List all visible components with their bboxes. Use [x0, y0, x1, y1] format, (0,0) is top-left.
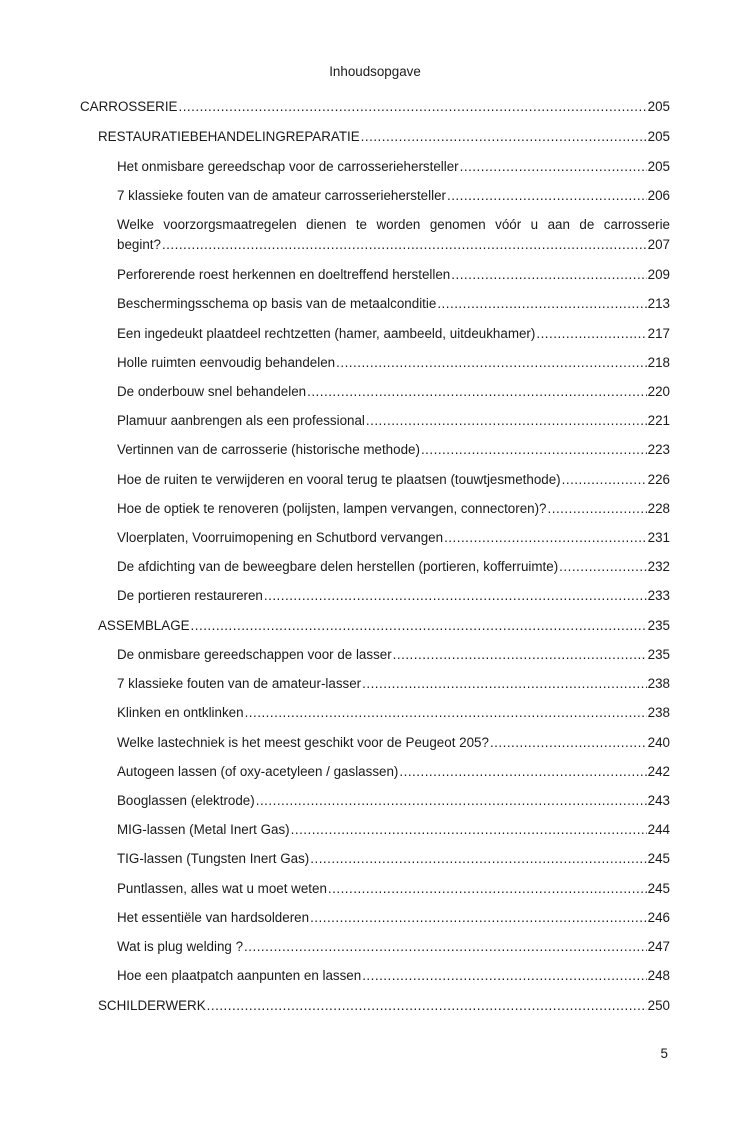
toc-entry-page: 235 [647, 647, 670, 662]
toc-entry-page: 206 [647, 188, 670, 203]
dot-leader [490, 734, 647, 752]
toc-entry-label: De portieren restaureren [117, 588, 263, 603]
toc-entry-label-continued: begint? [117, 237, 161, 252]
toc-entry[interactable] [117, 880, 670, 898]
toc-entry-label: Hoe de optiek te renoveren (polijsten, lampen vervangen, connectoren)? [117, 501, 547, 516]
toc-entry[interactable] [117, 529, 670, 547]
dot-leader [536, 325, 646, 343]
dot-leader [310, 909, 647, 927]
toc-entry[interactable] [117, 500, 670, 518]
toc-entry-page: 207 [647, 237, 670, 252]
toc-entry-page: 220 [647, 384, 670, 399]
toc-entry-label: 7 klassieke fouten van de amateur carrosseriehersteller [117, 188, 446, 203]
dot-leader [437, 295, 646, 313]
dot-leader [421, 441, 647, 459]
toc-entry-page: 247 [647, 939, 670, 954]
toc-entry-page: 240 [647, 735, 670, 750]
toc-entry-label: Beschermingsschema op basis van de metaalconditie [117, 296, 437, 311]
dot-leader [162, 236, 647, 254]
dot-leader [559, 558, 646, 576]
toc-entry[interactable] [117, 938, 670, 956]
toc-entry-page: 246 [647, 910, 670, 925]
toc-entry-label: Vloerplaten, Voorruimopening en Schutbord vervangen [117, 530, 444, 545]
dot-leader [245, 704, 647, 722]
toc-entry[interactable] [98, 997, 670, 1015]
toc-entry[interactable] [117, 354, 670, 372]
toc-entry-page: 250 [647, 998, 670, 1013]
toc-entry-page: 205 [647, 159, 670, 174]
toc-entry-label: Perforerende roest herkennen en doeltreffend herstellen [117, 267, 451, 282]
dot-leader [444, 529, 647, 547]
toc-entry-page: 232 [647, 559, 670, 574]
toc-entry-label: De onmisbare gereedschappen voor de lasser [117, 647, 392, 662]
toc-entry[interactable] [117, 558, 670, 576]
toc-entry[interactable] [117, 587, 670, 605]
toc-entry-page: 238 [647, 705, 670, 720]
dot-leader [328, 880, 647, 898]
dot-leader [362, 967, 646, 985]
toc-entry[interactable] [117, 295, 670, 313]
dot-leader [451, 266, 646, 284]
dot-leader [399, 763, 646, 781]
toc-entry-page: 221 [647, 413, 670, 428]
dot-leader [460, 158, 647, 176]
toc-entry-label: Het onmisbare gereedschap voor de carrosseriehersteller [117, 159, 459, 174]
toc-entry[interactable] [117, 325, 670, 343]
toc-entry-label: Klinken en ontklinken [117, 705, 244, 720]
toc-entry-label: De onderbouw snel behandelen [117, 384, 307, 399]
toc-entry-page: 223 [647, 442, 670, 457]
toc-entry-page: 244 [647, 822, 670, 837]
toc-entry-label: TIG-lassen (Tungsten Inert Gas) [117, 851, 310, 866]
dot-leader [393, 646, 647, 664]
dot-leader [310, 850, 646, 868]
toc-entry[interactable] [117, 763, 670, 781]
dot-leader [256, 792, 647, 810]
toc-entry[interactable] [117, 850, 670, 868]
toc-entry-page: 209 [647, 267, 670, 282]
dot-leader [366, 412, 647, 430]
toc-entry[interactable] [117, 216, 670, 254]
dot-leader [244, 938, 647, 956]
toc-entry-label: CARROSSERIE [80, 99, 178, 114]
toc-entry-label: Holle ruimten eenvoudig behandelen [117, 355, 336, 370]
toc-entry-label: RESTAURATIEBEHANDELINGREPARATIE [98, 129, 360, 144]
toc-entry-label: Wat is plug welding ? [117, 939, 244, 954]
toc-entry[interactable] [117, 821, 670, 839]
toc-entry[interactable] [117, 187, 670, 205]
toc-entry[interactable] [117, 675, 670, 693]
toc-entry[interactable] [117, 734, 670, 752]
page-number: 5 [660, 1046, 668, 1061]
dot-leader [291, 821, 647, 839]
dot-leader [264, 587, 647, 605]
toc-entry[interactable] [98, 128, 670, 146]
toc-entry-label: Een ingedeukt plaatdeel rechtzetten (hamer, aambeeld, uitdeukhamer) [117, 326, 536, 341]
dot-leader [548, 500, 647, 518]
toc-entry-page: 217 [647, 326, 670, 341]
toc-entry[interactable] [117, 792, 670, 810]
toc-entry-line2 [117, 236, 670, 254]
toc-entry[interactable] [117, 967, 670, 985]
toc-entry[interactable] [117, 441, 670, 459]
toc-entry-page: 242 [647, 764, 670, 779]
toc-entry-label: MIG-lassen (Metal Inert Gas) [117, 822, 290, 837]
toc-entry-label: Welke lastechniek is het meest geschikt voor de Peugeot 205? [117, 735, 489, 750]
toc-entry-label: De afdichting van de beweegbare delen herstellen (portieren, kofferruimte) [117, 559, 559, 574]
toc-entry-label: Het essentiële van hardsolderen [117, 910, 310, 925]
toc-entry-page: 245 [647, 851, 670, 866]
toc-entry-page: 233 [647, 588, 670, 603]
toc-entry-label: Booglassen (elektrode) [117, 793, 255, 808]
toc-entry[interactable] [117, 909, 670, 927]
toc-entry-label: 7 klassieke fouten van de amateur-lasser [117, 676, 362, 691]
toc-entry-page: 205 [647, 129, 670, 144]
toc-entry[interactable] [117, 158, 670, 176]
toc-entry-label: Hoe de ruiten te verwijderen en vooral terug te plaatsen (touwtjesmethode) [117, 472, 561, 487]
toc-entry[interactable] [117, 646, 670, 664]
toc-entry-label: Vertinnen van de carrosserie (historische methode) [117, 442, 420, 457]
dot-leader [178, 98, 646, 116]
toc-entry-page: 218 [647, 355, 670, 370]
toc-entry-page: 243 [647, 793, 670, 808]
toc-entry-label: Autogeen lassen (of oxy-acetyleen / gaslassen) [117, 764, 399, 779]
dot-leader [207, 997, 647, 1015]
dot-leader [362, 675, 647, 693]
toc-entry-label: Puntlassen, alles wat u moet weten [117, 881, 327, 896]
toc-entry-page: 205 [647, 99, 670, 114]
toc-entry-page: 235 [647, 618, 670, 633]
toc-entry-page: 213 [647, 296, 670, 311]
toc-entry-page: 248 [647, 968, 670, 983]
toc-entry[interactable] [98, 617, 670, 635]
page-title: Inhoudsopgave [329, 64, 421, 79]
dot-leader [191, 617, 647, 635]
dot-leader [562, 471, 647, 489]
toc-entry[interactable] [117, 383, 670, 401]
toc-entry-page: 228 [647, 501, 670, 516]
toc-entry[interactable] [117, 412, 670, 430]
toc-entry[interactable] [117, 704, 670, 722]
dot-leader [307, 383, 647, 401]
toc-entry-label: Hoe een plaatpatch aanpunten en lassen [117, 968, 362, 983]
toc-entry[interactable] [80, 98, 670, 116]
toc-entry[interactable] [117, 266, 670, 284]
toc-entry-page: 231 [647, 530, 670, 545]
toc-entry-label: SCHILDERWERK [98, 998, 206, 1013]
toc-entry-page: 238 [647, 676, 670, 691]
toc-entry-label: ASSEMBLAGE [98, 618, 190, 633]
dot-leader [336, 354, 647, 372]
toc-entry-page: 226 [647, 472, 670, 487]
toc-entry-page: 245 [647, 881, 670, 896]
toc-entry-label: Plamuur aanbrengen als een professional [117, 413, 365, 428]
dot-leader [361, 128, 647, 146]
toc-entry-label: Welke voorzorgsmaatregelen dienen te worden genomen vóór u aan de carrosserie [117, 217, 670, 232]
dot-leader [447, 187, 647, 205]
toc-entry[interactable] [117, 471, 670, 489]
